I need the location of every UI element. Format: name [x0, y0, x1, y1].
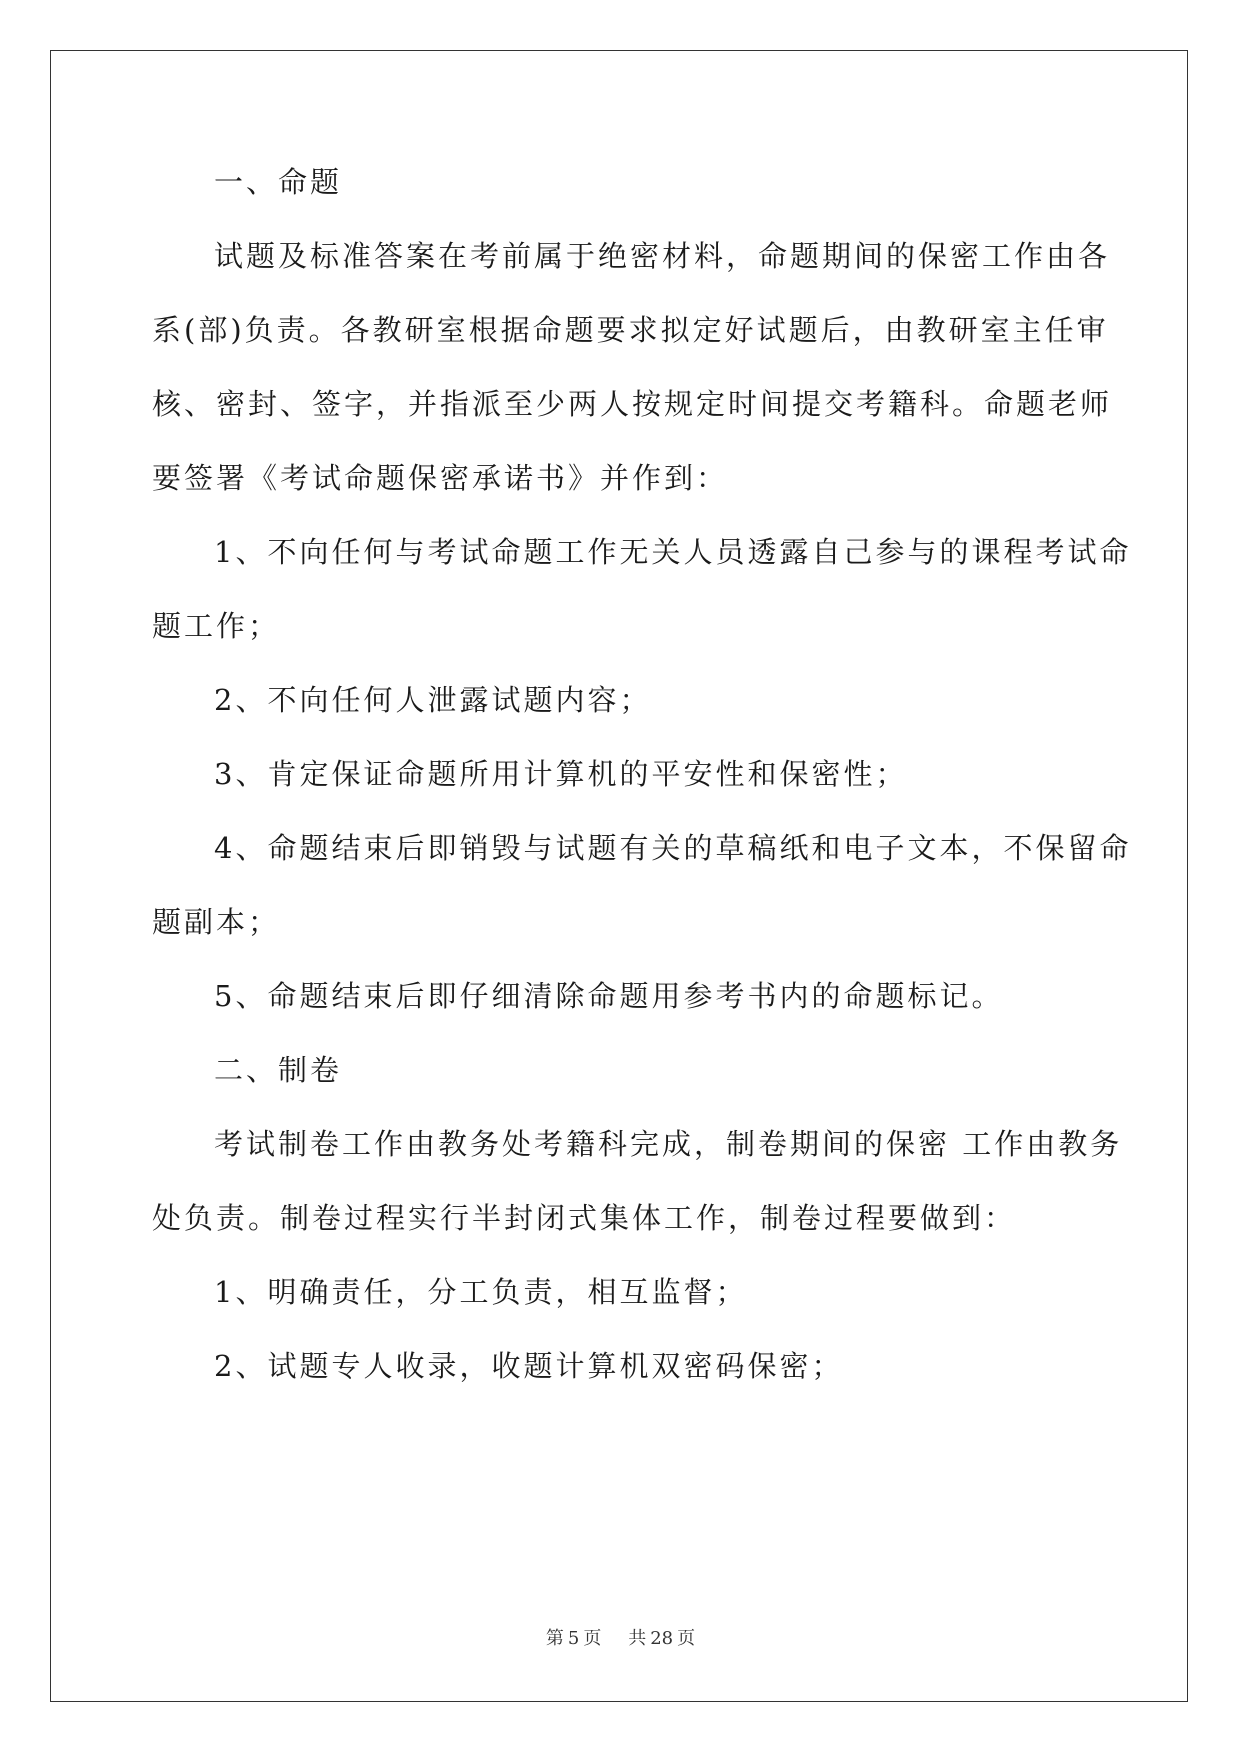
paragraph-line: 要签署《考试命题保密承诺书》并作到：	[152, 461, 729, 495]
section-heading-zhijuan: 二、制卷	[214, 1053, 343, 1087]
list-item-4: 4、命题结束后即销毁与试题有关的草稿纸和电子文本，不保留命	[214, 831, 1132, 865]
paragraph-line: 试题及标准答案在考前属于绝密材料，命题期间的保密工作由各	[214, 239, 1111, 273]
page-label-prefix: 第	[545, 1628, 564, 1649]
paragraph-line: 系(部)负责。各教研室根据命题要求拟定好试题后，由教研室主任审	[152, 313, 1109, 347]
list-item-5: 5、命题结束后即仔细清除命题用参考书内的命题标记。	[214, 979, 1004, 1013]
list-item-1: 1、不向任何与考试命题工作无关人员透露自己参与的课程考试命	[214, 535, 1132, 569]
total-pages: 28	[650, 1628, 674, 1649]
section-heading-mingti: 一、命题	[214, 165, 343, 199]
paragraph-line: 考试制卷工作由教务处考籍科完成，制卷期间的保密 工作由教务	[214, 1127, 1123, 1161]
total-label-suffix: 页	[677, 1628, 696, 1649]
paragraph-line: 核、密封、签字，并指派至少两人按规定时间提交考籍科。命题老师	[152, 387, 1113, 421]
list-item-4-continued: 题副本；	[152, 905, 281, 939]
page-label-suffix: 页	[583, 1628, 602, 1649]
list-item-1-continued: 题工作；	[152, 609, 281, 643]
list-item-1: 1、明确责任，分工负责，相互监督；	[214, 1275, 748, 1309]
list-item-3: 3、肯定保证命题所用计算机的平安性和保密性；	[214, 757, 908, 791]
paragraph-line: 处负责。制卷过程实行半封闭式集体工作，制卷过程要做到：	[152, 1201, 1017, 1235]
total-label-prefix: 共	[628, 1628, 647, 1649]
page-border	[50, 50, 1188, 1702]
list-item-2: 2、试题专人收录，收题计算机双密码保密；	[214, 1349, 844, 1383]
page-number: 5	[567, 1628, 580, 1649]
list-item-2: 2、不向任何人泄露试题内容；	[214, 683, 652, 717]
page-footer	[0, 1624, 1241, 1650]
